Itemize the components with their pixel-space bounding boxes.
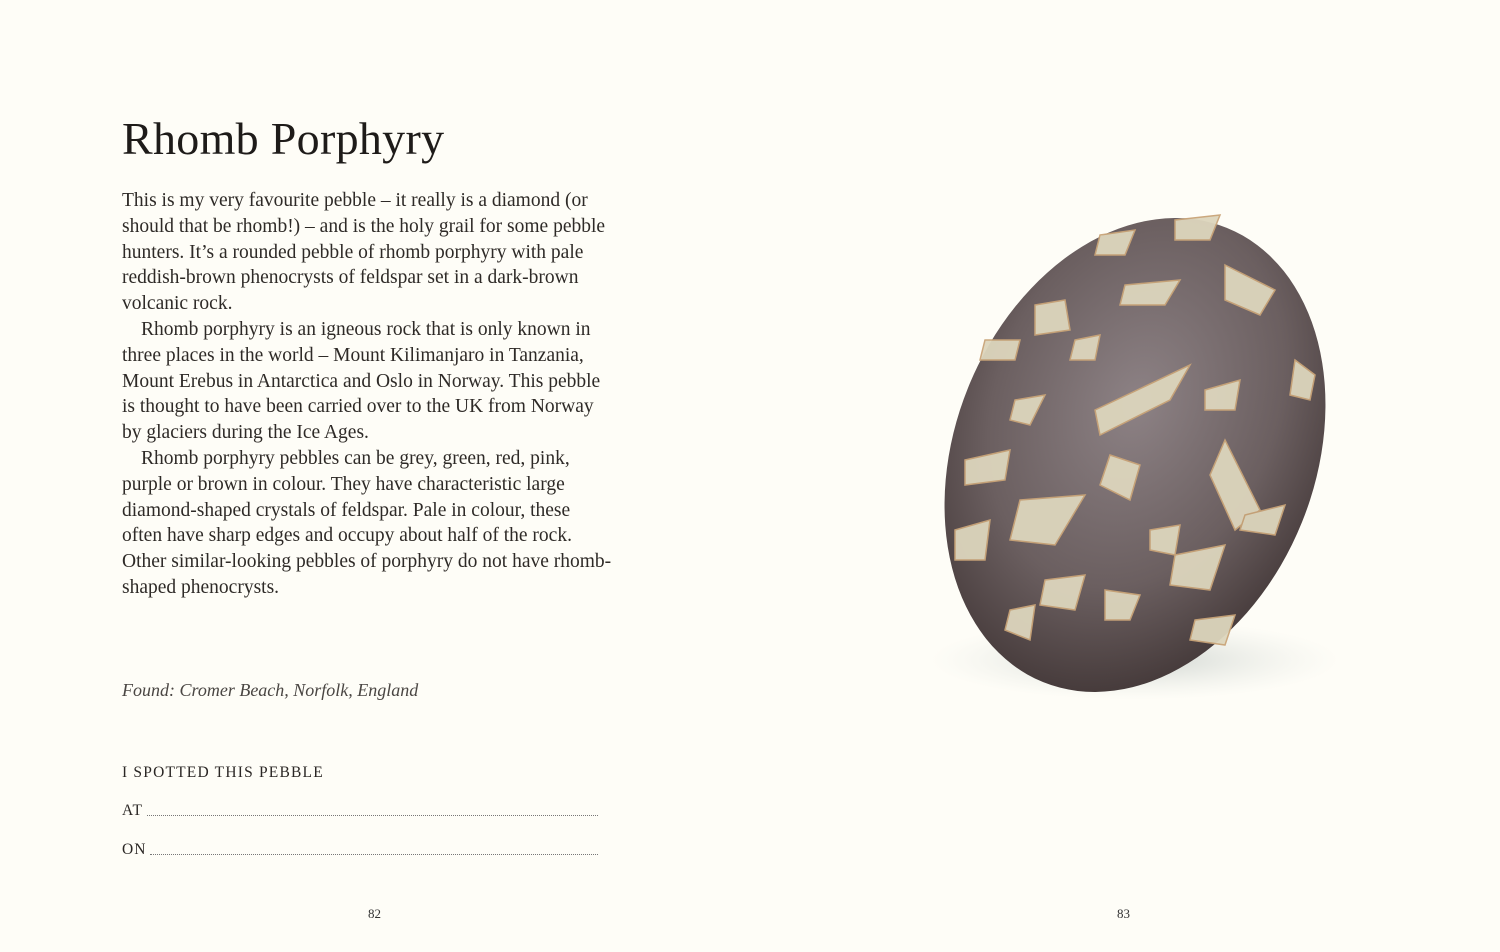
pebble-illustration: [925, 200, 1345, 700]
page-number-left: 82: [368, 906, 381, 921]
at-field[interactable]: [122, 802, 598, 820]
crystal: [980, 340, 1020, 360]
page-title: Rhomb Porphyry: [122, 113, 445, 164]
on-label: ON: [122, 841, 147, 858]
at-dotted-line[interactable]: [147, 803, 598, 816]
on-dotted-line[interactable]: [150, 842, 598, 855]
paragraph-3: Rhomb porphyry pebbles can be grey, green, red, pink, purple or brown in colour. They have characteristic large diamond-shaped crystals of feldspar. Pale in colour, these often have sharp edges and occupy about half of the rock. Other similar-looking pebbles of porphyry do not have rhomb-shaped phenocrysts.: [122, 447, 612, 598]
pebble-body: [925, 200, 1345, 700]
description-body: [122, 188, 612, 601]
spotted-heading: I SPOTTED THIS PEBBLE: [122, 764, 324, 781]
crystal: [1150, 525, 1180, 555]
paragraph-1: This is my very favourite pebble – it really is a diamond (or should that be rhomb!) – and is the holy grail for some pebble hunters. It’s a rounded pebble of rhomb porphyry with pale reddish-brown phenocrysts of feldspar set in a dark-brown volcanic rock.: [122, 190, 606, 315]
page-number-right: 83: [1117, 906, 1130, 921]
paragraph-2: Rhomb porphyry is an igneous rock that is only known in three places in the world – Mount Kilimanjaro in Tanzania, Mount Erebus in Antarctica and Oslo in Norway. This pebble is thought to have been carried over to the UK from Norway by glaciers during the Ice Ages.: [122, 318, 601, 444]
at-label: AT: [122, 802, 143, 819]
on-field[interactable]: [122, 841, 598, 859]
found-location: Found: Cromer Beach, Norfolk, England: [122, 680, 419, 700]
crystal: [1035, 300, 1070, 335]
